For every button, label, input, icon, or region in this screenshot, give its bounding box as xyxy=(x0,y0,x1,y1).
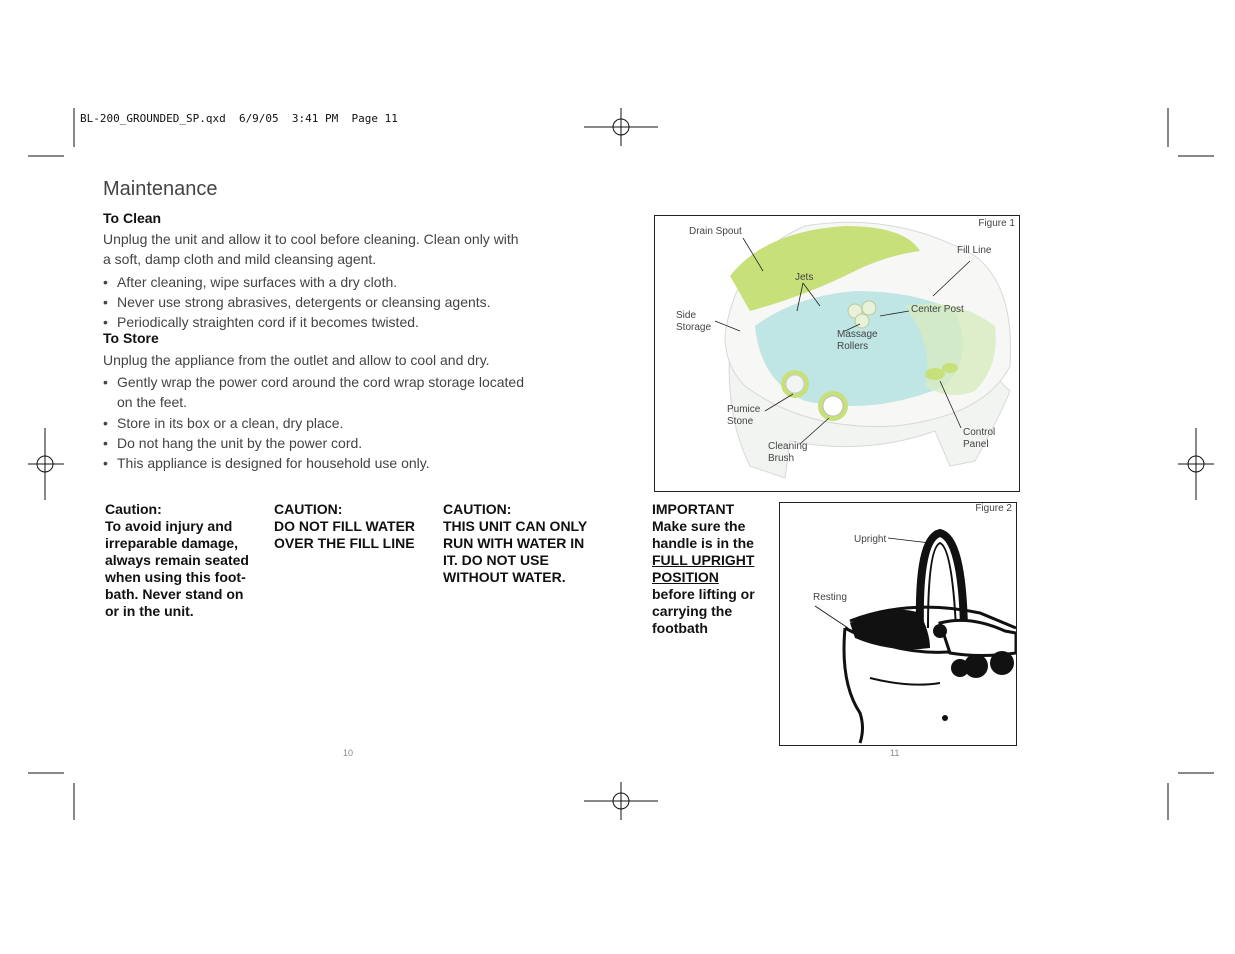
caution-line: Caution: xyxy=(105,501,162,517)
label-line: Side xyxy=(676,310,697,321)
caution-water xyxy=(443,501,613,586)
caution-line: when using this foot- xyxy=(105,569,246,585)
list-item: • After cleaning, wipe surfaces with a dry cloth. xyxy=(103,272,491,292)
label-pumice-stone xyxy=(727,404,760,428)
label-line: Rollers xyxy=(837,341,869,352)
label-fill-line: Fill Line xyxy=(957,245,992,256)
important-line: before lifting or xyxy=(652,586,755,602)
label-jets: Jets xyxy=(795,272,814,283)
registration-mark-top xyxy=(584,108,658,146)
crop-mark-top-right xyxy=(1168,108,1214,156)
label-side-storage xyxy=(676,310,711,334)
list-item: • Never use strong abrasives, detergents or cleansing agents. xyxy=(103,292,491,312)
label-control-panel xyxy=(963,427,995,451)
handle-illustration xyxy=(780,503,1016,745)
caution-line: THIS UNIT CAN ONLY xyxy=(443,518,588,534)
important-line: IMPORTANT xyxy=(652,501,735,517)
registration-mark-bottom xyxy=(584,782,658,820)
label-line: Pumice xyxy=(727,404,761,415)
label-line: Cleaning xyxy=(768,441,808,452)
clean-text-line2: a soft, damp cloth and mild cleansing agent. xyxy=(103,251,377,267)
caution-line: RUN WITH WATER IN xyxy=(443,535,585,551)
important-line: POSITION xyxy=(652,569,719,585)
figure-1-caption: Figure 1 xyxy=(978,218,1015,229)
clean-text-line1: Unplug the unit and allow it to cool before cleaning. Clean only with xyxy=(103,231,519,247)
clean-heading: To Clean xyxy=(103,210,162,226)
page-number-left: 10 xyxy=(343,748,354,758)
label-line: Massage xyxy=(837,329,878,340)
label-drain-spout: Drain Spout xyxy=(689,226,742,237)
important-line: Make sure the xyxy=(652,518,746,534)
label-massage-rollers xyxy=(837,329,878,353)
label-line: Storage xyxy=(676,322,712,333)
label-line: Control xyxy=(963,427,996,438)
list-item: • Gently wrap the power cord around the cord wrap storage located xyxy=(103,372,524,392)
caution-line: bath. Never stand on xyxy=(105,586,244,602)
important-line: FULL UPRIGHT xyxy=(652,552,755,568)
caution-fill-line xyxy=(274,501,434,552)
store-text: Unplug the appliance from the outlet and allow to cool and dry. xyxy=(103,352,490,368)
important-line: handle is in the xyxy=(652,535,754,551)
caution-line: CAUTION: xyxy=(274,501,343,517)
caution-line: CAUTION: xyxy=(443,501,512,517)
registration-mark-left xyxy=(28,428,64,500)
crop-mark-top-left xyxy=(28,108,74,156)
store-bullet-list xyxy=(103,372,524,392)
important-note xyxy=(652,501,772,637)
caution-line: or in the unit. xyxy=(105,603,194,619)
caution-seated xyxy=(105,501,265,620)
caution-line: IT. DO NOT USE xyxy=(443,552,549,568)
registration-mark-right xyxy=(1178,428,1214,500)
caution-line: DO NOT FILL WATER xyxy=(274,518,416,534)
page-number-right: 11 xyxy=(890,748,900,758)
store-bullet-continuation: on the feet. xyxy=(117,394,188,410)
label-line: Stone xyxy=(727,416,754,427)
figure-2 xyxy=(779,502,1017,746)
label-line: Panel xyxy=(963,439,989,450)
label-upright: Upright xyxy=(854,534,887,545)
clean-bullet-list xyxy=(103,272,491,332)
store-bullet-list-2 xyxy=(103,413,430,473)
figure-2-caption: Figure 2 xyxy=(975,503,1012,514)
file-slug: BL-200_GROUNDED_SP.qxd 6/9/05 3:41 PM Page 11 xyxy=(80,112,398,125)
caution-line: always remain seated xyxy=(105,552,249,568)
caution-line: irreparable damage, xyxy=(105,535,239,551)
caution-line: To avoid injury and xyxy=(105,518,233,534)
caution-line: OVER THE FILL LINE xyxy=(274,535,415,551)
label-cleaning-brush xyxy=(768,441,807,465)
label-center-post: Center Post xyxy=(911,304,964,315)
label-resting: Resting xyxy=(813,592,847,603)
store-heading: To Store xyxy=(103,330,159,346)
page-title: Maintenance xyxy=(103,178,218,200)
important-line: carrying the xyxy=(652,603,733,619)
list-item: • Do not hang the unit by the power cord. xyxy=(103,433,430,453)
important-line: footbath xyxy=(652,620,708,636)
list-item: • This appliance is designed for household use only. xyxy=(103,453,430,473)
list-item: • Store in its box or a clean, dry place. xyxy=(103,413,430,433)
list-item: • Periodically straighten cord if it becomes twisted. xyxy=(103,312,491,332)
label-line: Brush xyxy=(768,453,795,464)
caution-line: WITHOUT WATER. xyxy=(443,569,566,585)
crop-mark-bottom-left xyxy=(28,773,74,820)
crop-mark-bottom-right xyxy=(1168,773,1214,820)
figure-1 xyxy=(654,215,1020,492)
